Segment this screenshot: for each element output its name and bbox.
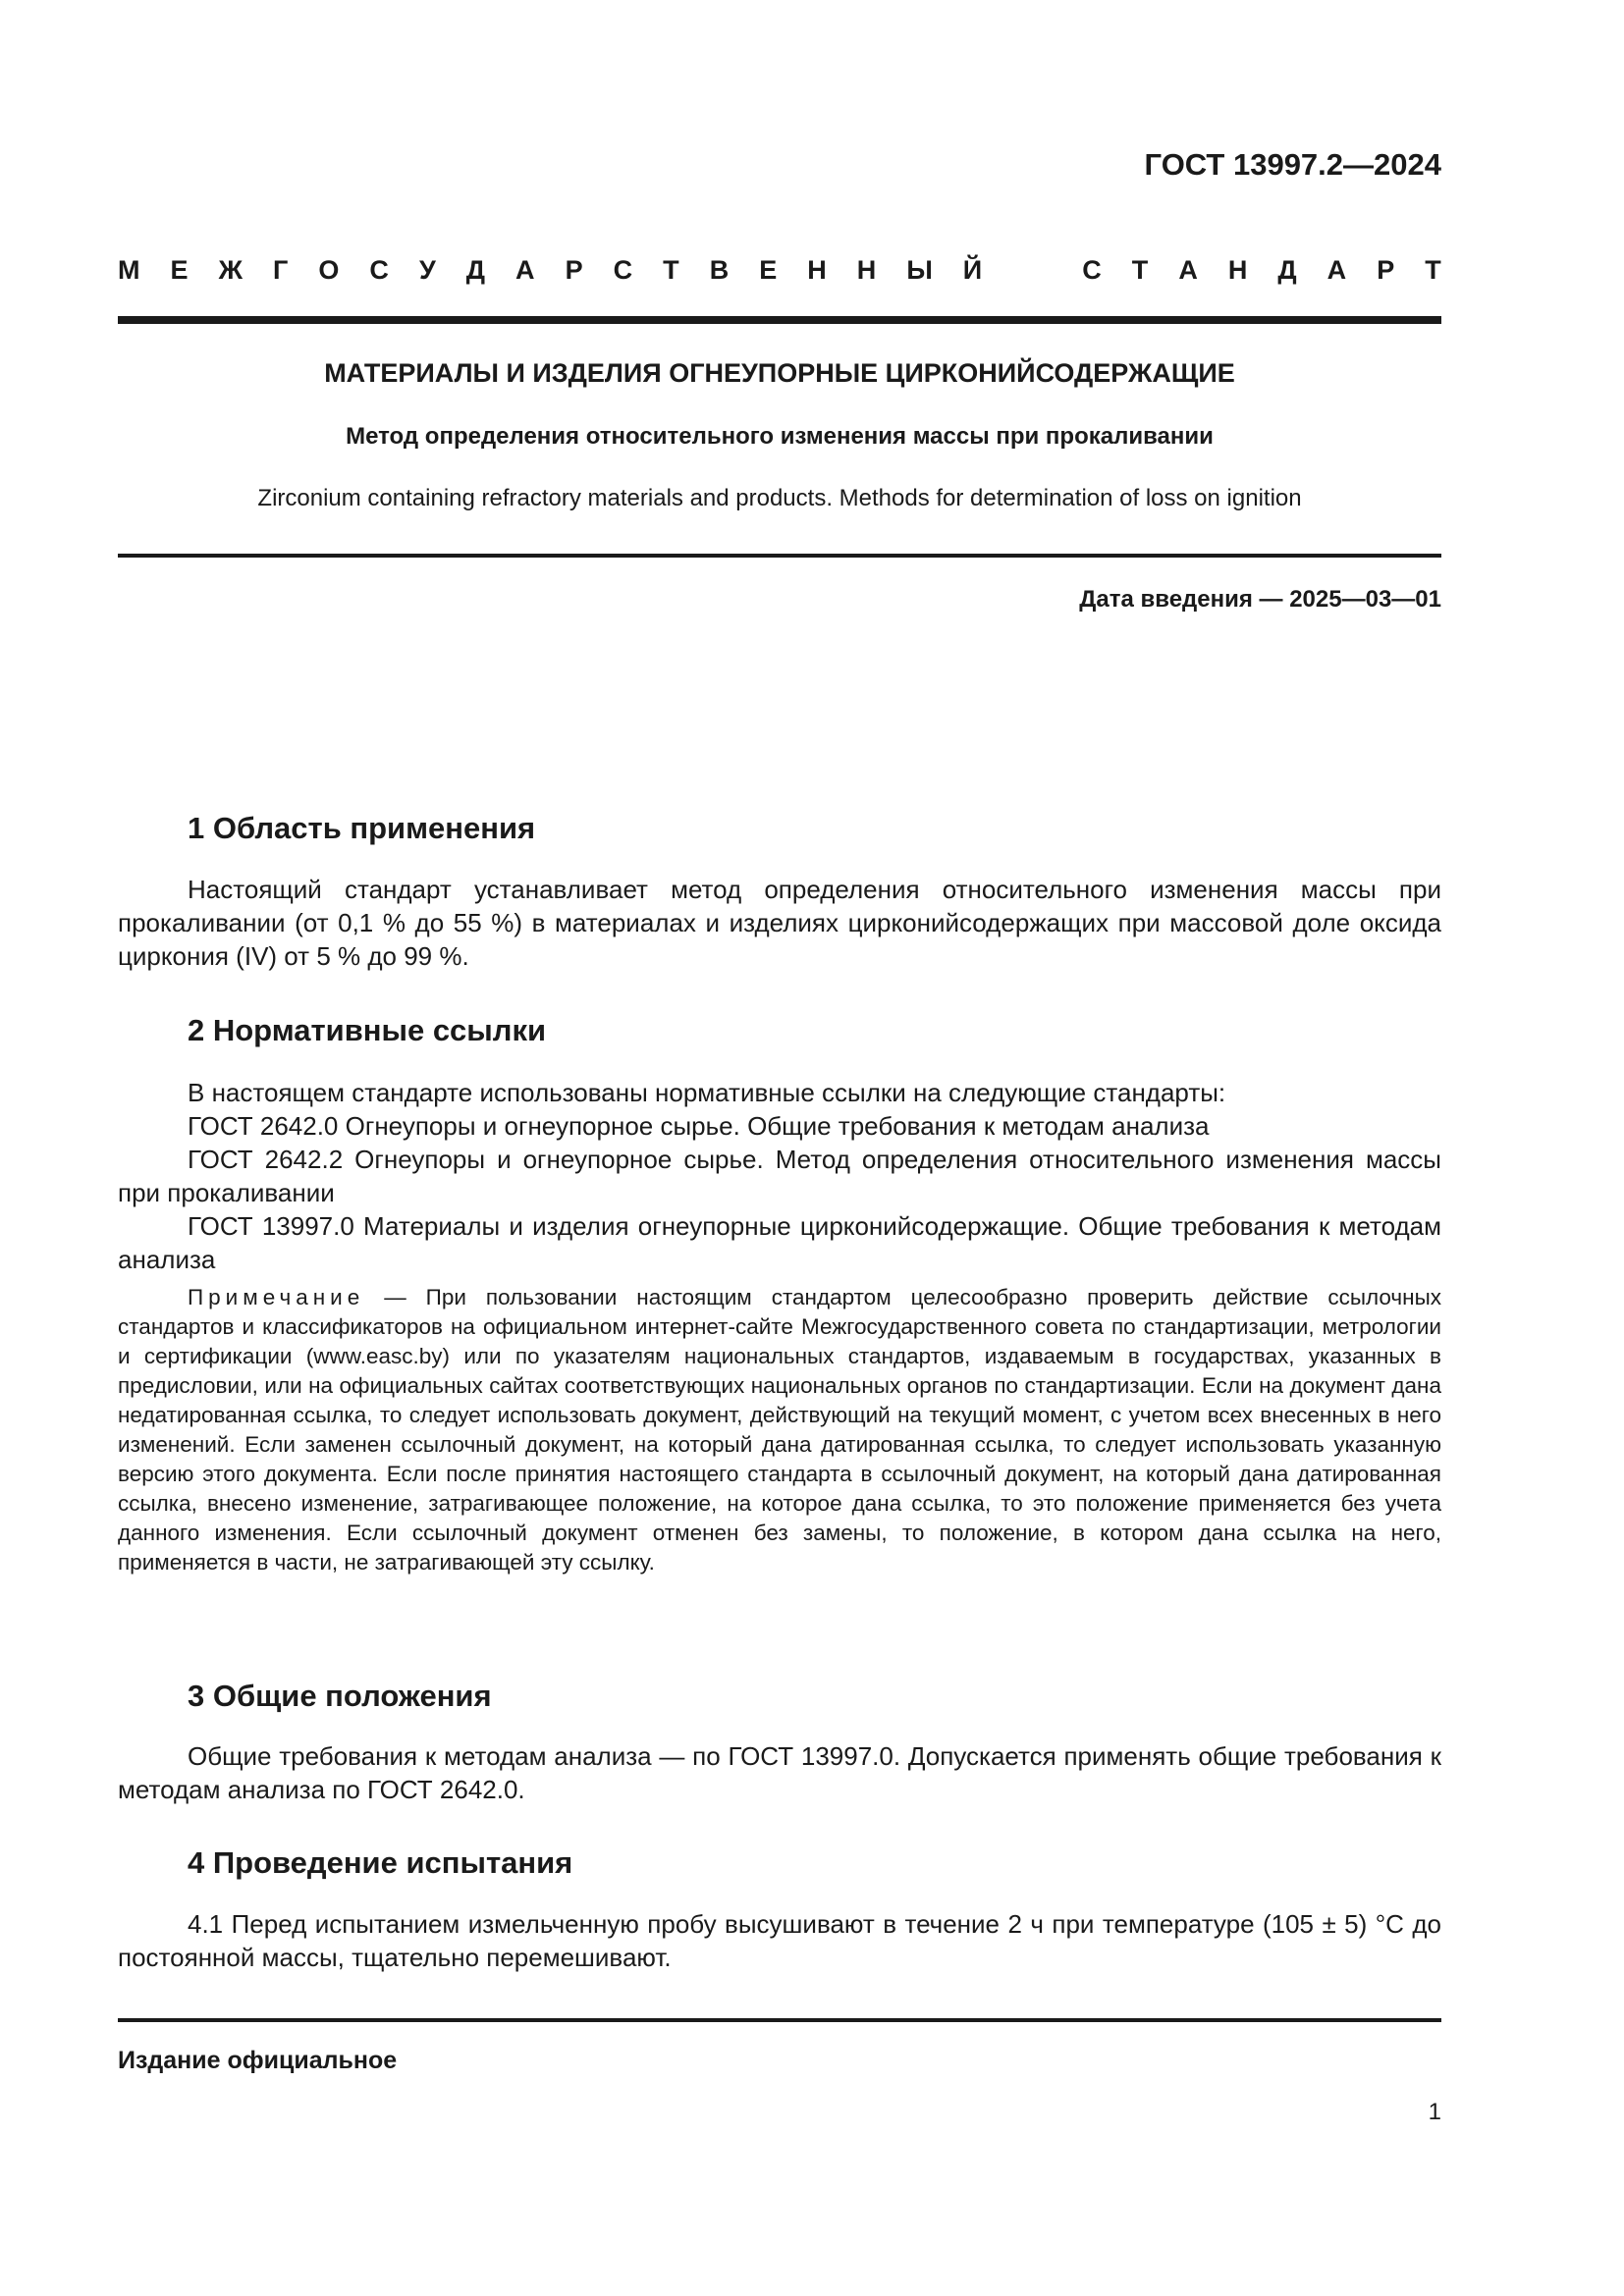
section-4-text: 4.1 Перед испытанием измельченную пробу высушивают в течение 2 ч при температуре (105 ± 5) °С до постоянной массы, тщательно перемешивают. [118,1909,1441,1972]
std-type-letter: В [709,255,730,285]
header-divider-thick [118,316,1441,324]
references-note [118,1283,1441,1577]
section-3-heading: 3 Общие положения [188,1679,492,1713]
document-number: ГОСТ 13997.2—2024 [1144,147,1441,182]
std-type-letter: Д [1277,255,1297,285]
std-type-letter: С [1082,255,1102,285]
section-1-heading: 1 Область применения [188,811,536,845]
std-type-letter: А [1178,255,1198,285]
std-type-letter: Т [663,255,679,285]
note-text: — При пользовании настоящим стандартом целесообразно проверить действие ссылочных стандартов и классификаторов на официальном интернет-сайте Межгосударственного совета по стандартизации, метрологии и сертификации (www.easc.by) или по указателям национальных стандартов, издаваемым в государствах, указанных в предисловии, или на официальных сайтах соответствующих национальных органов по стандартизации. Если на документ дана недатированная ссылка, то следует использовать документ, действующий на текущий момент, с учетом всех внесенных в него изменений. Если заменен ссылочный документ, на который дана датированная ссылка, то следует использовать указанную версию этого документа. Если после принятия настоящего стандарта в ссылочный документ, на который дана датированная ссылка, внесено изменение, затрагивающее положение, на которое дана ссылка, то это положение применяется без учета данного изменения. Если ссылочный документ отменен без замены, то положение, в котором дана ссылка на него, применяется в части, не затрагивающей эту ссылку. [118,1285,1441,1575]
std-type-letter: Ж [218,255,243,285]
std-type-letter: Н [807,255,827,285]
document-subtitle: Метод определения относительного изменения массы при прокаливании [346,423,1214,450]
std-type-letter: Е [759,255,778,285]
std-type-letter: М [118,255,140,285]
std-type-letter: Й [962,255,983,285]
std-type-letter: А [515,255,535,285]
std-type-letter: Е [170,255,189,285]
note-label: Примечание [188,1285,365,1309]
normative-reference: ГОСТ 2642.2 Огнеупоры и огнеупорное сырье. Метод определения относительного изменения массы при прокаливании [118,1145,1441,1207]
std-type-letter: Р [1377,255,1395,285]
section-3-text: Общие требования к методам анализа — по ГОСТ 13997.0. Допускается применять общие требования к методам анализа по ГОСТ 2642.0. [118,1741,1441,1804]
std-type-letter: С [613,255,633,285]
std-type-letter: О [318,255,340,285]
normative-reference: ГОСТ 2642.0 Огнеупоры и огнеупорное сырье. Общие требования к методам анализа [188,1111,1210,1141]
std-type-word-gap [1012,253,1052,287]
page-number: 1 [1428,2099,1441,2125]
section-1-text: Настоящий стандарт устанавливает метод определения относительного изменения массы при прокаливании (от 0,1 % до 55 %) в материалах и изделиях цирконийсодержащих при массовой доле оксида циркония (IV) от 5 % до 99 %. [118,875,1441,971]
title-divider [118,554,1441,558]
document-title-english: Zirconium containing refractory materials and products. Methods for determination of loss on ignition [257,485,1302,511]
official-edition-label: Издание официальное [118,2047,398,2074]
std-type-letter: Н [856,255,877,285]
std-type-letter: Р [565,255,583,285]
std-type-letter: У [418,255,436,285]
document-title: МАТЕРИАЛЫ И ИЗДЕЛИЯ ОГНЕУПОРНЫЕ ЦИРКОНИЙСОДЕРЖАЩИЕ [324,358,1235,388]
section-4-heading: 4 Проведение испытания [188,1845,573,1880]
normative-reference: ГОСТ 13997.0 Материалы и изделия огнеупорные цирконийсодержащие. Общие требования к методам анализа [118,1211,1441,1274]
std-type-letter: Н [1227,255,1248,285]
section-2-intro: В настоящем стандарте использованы нормативные ссылки на следующие стандарты: [188,1078,1226,1107]
std-type-letter: С [369,255,389,285]
std-type-letter: Т [1131,255,1149,285]
footer-divider [118,2018,1441,2022]
std-type-letter: Д [465,255,486,285]
std-type-letter: Ы [906,255,933,285]
std-type-letter: Т [1425,255,1441,285]
section-2-heading: 2 Нормативные ссылки [188,1013,547,1047]
effective-date: Дата введения — 2025—03—01 [1079,586,1441,613]
standard-type-heading [118,253,1441,287]
std-type-letter: Г [273,255,289,285]
std-type-letter: А [1326,255,1347,285]
